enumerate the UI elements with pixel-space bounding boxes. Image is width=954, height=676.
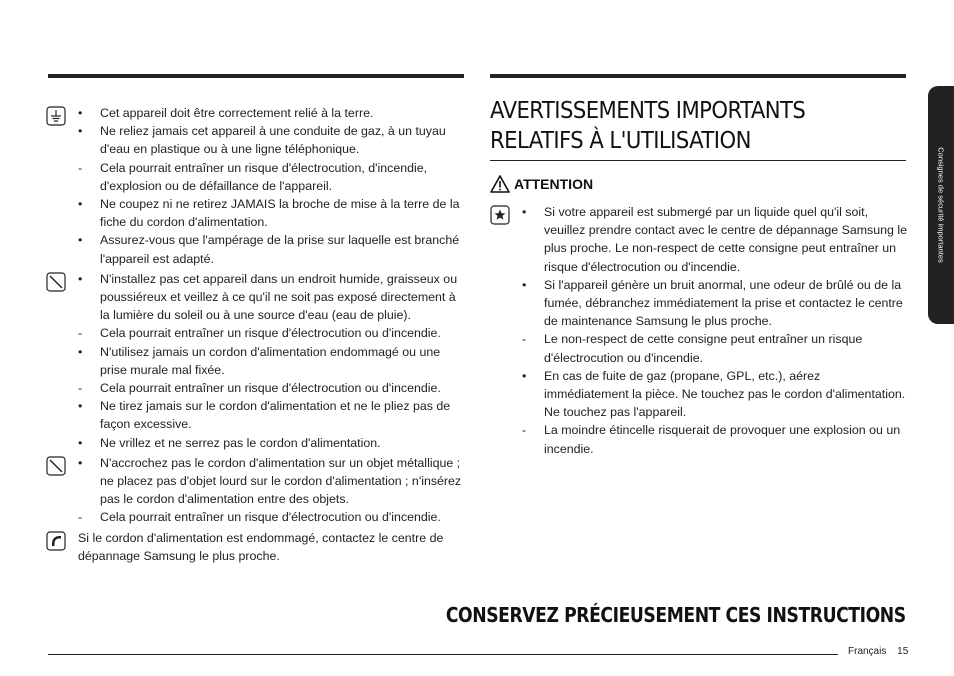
- attention-label: [490, 175, 908, 193]
- prohibited-icon: [46, 456, 66, 476]
- list-item: • Ne reliez jamais cet appareil à une conduite de gaz, à un tuyau d'eau en plastique ou à une ligne téléphonique.: [78, 122, 466, 158]
- bullet-list: [78, 454, 466, 527]
- section-heading: AVERTISSEMENTS IMPORTANTS RELATIFS À L'UTILISATION: [490, 98, 806, 154]
- attention-group: [490, 203, 908, 458]
- list-item: • Ne tirez jamais sur le cordon d'alimentation et ne le pliez pas de façon excessive.: [78, 397, 466, 433]
- bullet-list: [78, 104, 466, 268]
- star-icon: [490, 205, 510, 225]
- list-item: • Assurez-vous que l'ampérage de la prise sur laquelle est branché l'appareil est adapté.: [78, 231, 466, 267]
- sub-list-item: - Le non-respect de cette consigne peut entraîner un risque d'électrocution ou d'incendie.: [522, 330, 908, 366]
- page-number: 15: [897, 646, 909, 657]
- bullet-list: [78, 270, 466, 452]
- side-tab-label: Consignes de sécurité importantes: [936, 147, 946, 263]
- list-item: • N'accrochez pas le cordon d'alimentation sur un objet métallique ; ne placez pas d'objet lourd sur le cordon d'alimentation ; n'insérez pas le cordon d'alimentation entre des objets.: [78, 454, 466, 509]
- bottom-heading: CONSERVEZ PRÉCIEUSEMENT CES INSTRUCTIONS: [446, 603, 906, 627]
- footer-rule: [48, 654, 838, 655]
- instruction-group: [46, 529, 466, 565]
- sub-list-item: - Cela pourrait entraîner un risque d'électrocution ou d'incendie.: [78, 508, 466, 526]
- sub-list: [78, 379, 466, 397]
- top-rule-right: [490, 74, 906, 78]
- sub-list-item: - Cela pourrait entraîner un risque d'électrocution, d'incendie, d'explosion ou de défaillance de l'appareil.: [78, 159, 466, 195]
- sub-list-item: - Cela pourrait entraîner un risque d'électrocution ou d'incendie.: [78, 379, 466, 397]
- sub-list: [522, 330, 908, 366]
- list-item: • N'installez pas cet appareil dans un endroit humide, graisseux ou poussiéreux et veillez à ce qu'il ne soit pas exposé directement à la lumière du soleil ou à une source d'eau (eau de pluie).: [78, 270, 466, 325]
- sub-list: [522, 421, 908, 457]
- list-item: • N'utilisez jamais un cordon d'alimentation endommagé ou une prise murale mal fixée.: [78, 343, 466, 379]
- warning-triangle-icon: [490, 175, 510, 193]
- prohibited-icon: [46, 272, 66, 292]
- instruction-group: [46, 104, 466, 268]
- footer: [848, 646, 908, 657]
- left-column: [46, 104, 466, 565]
- sub-list: [78, 159, 466, 195]
- list-item: • Cet appareil doit être correctement relié à la terre.: [78, 104, 466, 122]
- list-item: • Si votre appareil est submergé par un liquide quel qu'il soit, veuillez prendre contact avec le centre de dépannage Samsung le plus proche. Le non-respect de cette consigne peut entraîner un risque d'électrocution ou d'incendie.: [522, 203, 908, 276]
- sub-list: [78, 324, 466, 342]
- heading-underline: [490, 160, 906, 161]
- list-item: • En cas de fuite de gaz (propane, GPL, etc.), aérez immédiatement la pièce. Ne touchez pas le cordon d'alimentation. Ne touchez pas l'appareil.: [522, 367, 908, 422]
- phone-icon: [46, 531, 66, 551]
- ground-icon: [46, 106, 66, 126]
- instruction-text: Si le cordon d'alimentation est endommagé, contactez le centre de dépannage Samsung le plus proche.: [78, 530, 444, 563]
- sub-list-item: - Cela pourrait entraîner un risque d'électrocution ou d'incendie.: [78, 324, 466, 342]
- instruction-group: [46, 454, 466, 527]
- list-item: • Ne vrillez et ne serrez pas le cordon d'alimentation.: [78, 434, 466, 452]
- instruction-group: [46, 270, 466, 452]
- attention-list: [490, 203, 908, 458]
- list-item: • Si l'appareil génère un bruit anormal, une odeur de brûlé ou de la fumée, débranchez immédiatement la prise et contactez le centre de maintenance Samsung le plus proche.: [522, 276, 908, 331]
- top-rule-left: [48, 74, 464, 78]
- bullet-list: [522, 203, 908, 458]
- side-tab: [928, 86, 954, 324]
- sub-list-item: - La moindre étincelle risquerait de provoquer une explosion ou un incendie.: [522, 421, 908, 457]
- sub-list: [78, 508, 466, 526]
- list-item: • Ne coupez ni ne retirez JAMAIS la broche de mise à la terre de la fiche du cordon d'alimentation.: [78, 195, 466, 231]
- right-column: [490, 96, 908, 458]
- footer-language: Français: [848, 646, 887, 657]
- attention-text: ATTENTION: [514, 176, 594, 192]
